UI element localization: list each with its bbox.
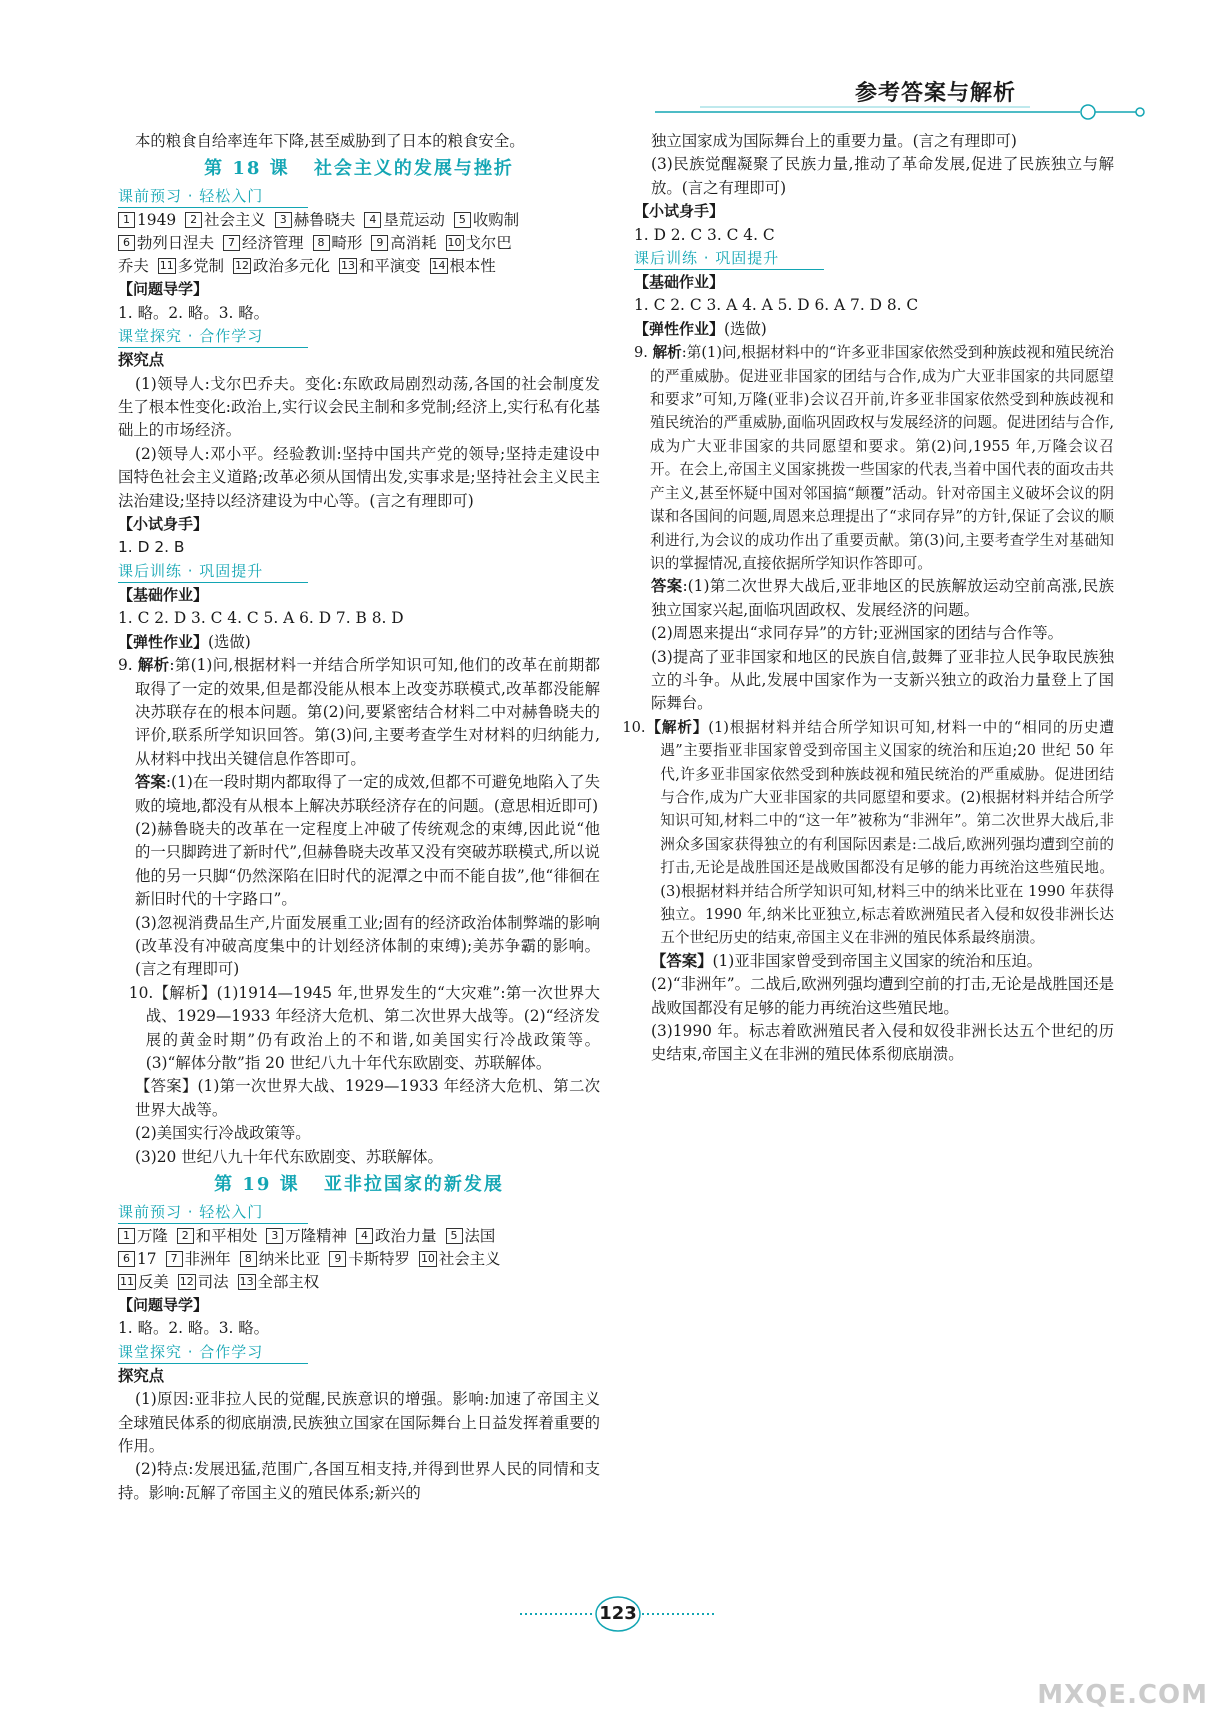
r-q9-answer-1 <box>634 575 1114 622</box>
blank18-item <box>313 234 363 252</box>
tanjiu-answer-2: (2)领导人:邓小平。经验教训:坚持中国共产党的领导;坚持走建设中国特色社会主义道路;改革必须从国情出发,实事求是;坚持社会主义民主法治建设;坚持以经济建设为中心等。(言之有理即可) <box>118 444 600 510</box>
jichu-answers: 1. C 2. D 3. C 4. C 5. A 6. D 7. B 8. D <box>118 609 404 628</box>
blank19-row <box>118 1271 600 1294</box>
blank18-item <box>430 257 496 275</box>
blank-number: 4 <box>364 212 381 228</box>
tanjiu-label-19: 探究点 <box>118 1366 165 1385</box>
r-q9-answer-2: (2)周恩来提出“求同存异”的方针;亚洲国家的团结与合作等。 <box>650 624 1064 643</box>
blank19-item <box>419 1250 501 1268</box>
blank19-row <box>118 1248 600 1271</box>
blank-number: 13 <box>340 259 355 273</box>
q9-analysis-text: :第(1)问,根据材料一并结合所学知识可知,他们的改革在前期都取得了一定的效果,但是都没能从根本上改变苏联模式,改革都没能解决苏联存在的根本问题。第(2)问,要紧密结合材料二中对赫鲁晓夫的评价,联系所学知识回答。第(3)问,主要考查学生对材料的归纳能力,从材料中找出关键信息作答即可。 <box>134 656 600 768</box>
r-after-banner: 课后训练 · 巩固提升 <box>634 248 824 270</box>
q9-answer-label: 答案 <box>134 773 166 792</box>
q10-answer-2: (2)美国实行冷战政策等。 <box>134 1124 311 1143</box>
blank-number: 8 <box>240 1251 257 1267</box>
blank-answer: 乔夫 <box>118 257 149 276</box>
blank-answer: 17 <box>137 1250 157 1269</box>
blank18-item <box>118 257 149 275</box>
r-continued-2: (3)民族觉醒凝聚了民族力量,推动了革命发展,促进了民族独立与解放。(言之有理即可) <box>650 155 1114 197</box>
lesson-18-title <box>118 153 600 185</box>
blank-answer: 反美 <box>138 1273 169 1292</box>
blank-answer: 非洲年 <box>184 1250 231 1269</box>
watermark-logo <box>1030 1630 1220 1714</box>
blank-answer: 政治多元化 <box>252 257 330 276</box>
blank-number: 12 <box>179 1275 194 1289</box>
blank18-item <box>364 211 445 229</box>
blank-number: 10 <box>447 236 462 250</box>
blank-answer: 多党制 <box>177 257 224 276</box>
blank-answer: 全部主权 <box>257 1273 320 1292</box>
r-jichu-answers: 1. C 2. C 3. A 4. A 5. D 6. A 7. D 8. C <box>634 296 919 315</box>
r-xiaoshi-answers: 1. D 2. C 3. C 4. C <box>634 225 775 244</box>
q10-analysis: 10.【解析】(1)1914—1945 年,世界发生的“大灾难”:第一次世界大战、1929—1933 年经济大危机、第二次世界大战等。(2)“经济发展的黄金时期”仍有政治上的不和谐,如美国实行冷战政策等。(3)“解体分散”指 20 世纪八九十年代东欧剧变、苏联解体。 <box>128 983 600 1072</box>
tanxing-label: 【弹性作业】 <box>118 632 209 651</box>
r-q10-answer-2: (2)“非洲年”。二战后,欧洲列强均遭到空前的打击,无论是战胜国还是战败国都没有足够的能力再统治这些殖民地。 <box>650 975 1114 1017</box>
blank-answer: 戈尔巴 <box>465 234 512 253</box>
q9-answer-3: (3)忽视消费品生产,片面发展重工业;固有的经济政治体制弊端的影响(改革没有冲破高度集中的计划经济体制的束缚);美苏争霸的影响。(言之有理即可) <box>134 913 600 979</box>
xiaoshi-answers: 1. D 2. B <box>118 538 185 557</box>
r-q9-answer-3: (3)提高了亚非国家和地区的民族自信,鼓舞了亚非拉人民争取民族独立的斗争。从此,发展中国家作为一支新兴独立的政治力量登上了国际舞台。 <box>650 647 1114 713</box>
lesson-19-number: 第 19 课 <box>214 1174 300 1196</box>
r-jichu-label: 【基础作业】 <box>634 273 725 292</box>
blank-answer: 高消耗 <box>390 234 437 253</box>
lesson-18-name: 社会主义的发展与挫折 <box>313 158 514 180</box>
lesson-19-title <box>118 1169 600 1201</box>
r-continued-1: 独立国家成为国际舞台上的重要力量。(言之有理即可) <box>650 132 1017 150</box>
blank18-item <box>223 234 304 252</box>
blank18-row <box>118 232 600 255</box>
blank-number: 2 <box>177 1228 194 1244</box>
blank-number: 11 <box>120 1275 134 1289</box>
r-q10-analysis: 10.【解析】(1)根据材料并结合所学知识可知,材料一中的“相同的历史遭遇”主要指亚非国家曾受到帝国主义国家的统治和压迫;20 世纪 50 年代,许多亚非国家依然受到种族歧视和殖民统治的严重威胁。促进团结与合作,成为广大亚非国家的共同愿望和要求。(2)根据材料并结合所学知识可知,材料二中的“这一年”被称为“非洲年”。第二次世界大战后,非洲众多国家获得独立的有利国际因素是:二战后,欧洲列强均遭到空前的打击,无论是战胜国还是战败国都没有足够的能力再统治这些殖民地。(3)根据材料并结合所学知识可知,材料三中的纳米比亚在 1990 年获得独立。1990 年,纳米比亚独立,标志着欧洲殖民者入侵和奴役非洲长达五个世纪历史的结束,帝国主义在非洲的殖民体系最终崩溃。 <box>622 718 1114 947</box>
class-banner: 课堂探究 · 合作学习 <box>118 326 308 348</box>
blank-number: 5 <box>446 1228 463 1244</box>
lesson-18-number: 第 18 课 <box>204 158 290 180</box>
blank-answer: 经济管理 <box>241 234 304 253</box>
blank-answer: 畸形 <box>331 234 363 253</box>
blank-number: 6 <box>118 1251 135 1267</box>
q9-analysis-label: 解析 <box>137 656 170 675</box>
preview-banner: 课前预习 · 轻松入门 <box>118 186 308 208</box>
r-tanxing-label: 【弹性作业】 <box>634 319 725 338</box>
blank-number: 11 <box>159 259 174 273</box>
lesson-18-blanks <box>118 209 600 278</box>
r-q9-analysis: 9. 解析:第(1)问,根据材料中的“许多亚非国家依然受到种族歧视和殖民统治的严重威胁。促进亚非国家的团结与合作,成为广大亚非国家的共同愿望和要求”可知,万隆(亚非)会议召开前,许多亚非国家依然受到种族歧视和殖民统治的严重威胁,面临巩固政权与发展经济的问题。促进团结与合作,成为广大亚非国家的共同愿望和要求。第(2)问,1955 年,万隆会议召开。在会上,帝国主义国家挑拨一些国家的代表,当着中国代表的面攻击共产主义,甚至怀疑中国对邻国搞“颠覆”活动。针对帝国主义破坏会议的阴谋和各国间的问题,周恩来总理提出了“求同存异”的方针,保证了会议的顺利进行,为会议的成功作出了重要贡献。第(3)问,主要考查学生对基础知识的掌握情况,直接依据所学知识作答即可。 <box>634 344 1114 572</box>
blank-answer: 社会主义 <box>438 1250 501 1269</box>
q9-answer-1 <box>118 771 600 818</box>
blank18-item <box>339 257 421 275</box>
page-header <box>0 0 1224 130</box>
q9-answer-1-text: :(1)在一段时期内都取得了一定的成效,但都不可避免地陷入了失败的境地,都没有从根本上解决苏联经济存在的问题。(意思相近即可) <box>134 773 600 815</box>
blank-number: 3 <box>275 212 292 228</box>
blank-number: 10 <box>420 1252 435 1266</box>
wenti-label: 【问题导学】 <box>118 280 209 299</box>
blank19-item <box>266 1227 347 1245</box>
blank18-item <box>275 211 356 229</box>
r-q9-answer-label: 答案 <box>650 577 683 596</box>
q9-analysis: 9. 解析:第(1)问,根据材料一并结合所学知识可知,他们的改革在前期都取得了一定的效果,但是都没能从根本上改变苏联模式,改革都没能解决苏联存在的根本问题。第(2)问,要紧密结合材料二中对赫鲁晓夫的评价,联系所学知识回答。第(3)问,主要考查学生对材料的归纳能力,从材料中找出关键信息作答即可。 <box>118 656 600 768</box>
blank-answer: 纳米比亚 <box>258 1250 321 1269</box>
blank-answer: 1949 <box>137 211 177 230</box>
r-q10-answer-1-text: (1)亚非国家曾受到帝国主义国家的统治和压迫。 <box>712 951 1043 970</box>
blank-number: 2 <box>185 212 202 228</box>
tanjiu-19-answer-1: (1)原因:亚非拉人民的觉醒,民族意识的增强。影响:加速了帝国主义全球殖民体系的彻底崩溃,民族独立国家在国际舞台上日益发挥着重要的作用。 <box>118 1390 601 1456</box>
blank19-item <box>118 1273 169 1291</box>
blank-number: 8 <box>313 235 330 251</box>
blank19-item <box>240 1250 321 1268</box>
r-q9-analysis-label: 解析 <box>652 344 682 362</box>
header-decoration <box>0 0 1224 130</box>
after-banner: 课后训练 · 巩固提升 <box>118 561 308 583</box>
blank19-item <box>118 1250 157 1268</box>
r-q10-analysis-text: (1)根据材料并结合所学知识可知,材料一中的“相同的历史遭遇”主要指亚非国家曾受到帝国主义国家的统治和压迫;20 世纪 50 年代,许多亚非国家依然受到种族歧视和殖民统治的严重威胁。促进团结与合作,成为广大亚非国家的共同愿望和要求。(2)根据材料并结合所学知识可知,材料二中的“这一年”被称为“非洲年”。第二次世界大战后,非洲众多国家获得独立的有利国际因素是:二战后,欧洲列强均遭到空前的打击,无论是战胜国还是战败国都没有足够的能力再统治这些殖民地。(3)根据材料并结合所学知识可知,材料三中的纳米比亚在 1990 年获得独立。1990 年,纳米比亚独立,标志着欧洲殖民者入侵和奴役非洲长达五个世纪历史的结束,帝国主义在非洲的殖民体系最终崩溃。 <box>660 718 1114 947</box>
left-column <box>118 130 600 1505</box>
blank-number: 7 <box>223 235 240 251</box>
blank-number: 12 <box>234 259 249 273</box>
q10-answer-1: 【答案】(1)第一次世界大战、1929—1933 年经济大危机、第二次世界大战等。 <box>134 1077 600 1119</box>
blank-number: 9 <box>371 235 388 251</box>
blank19-item <box>118 1227 168 1245</box>
blank-number: 14 <box>431 259 446 273</box>
blank19-item <box>238 1273 320 1291</box>
r-q9-answer-1-text: :(1)第二次世界大战后,亚非地区的民族解放运动空前高涨,民族独立国家兴起,面临巩固政权、发展经济的问题。 <box>650 577 1114 619</box>
page-number: 123 <box>599 1603 637 1624</box>
header-title: 参考答案与解析 <box>854 81 1016 106</box>
blank-number: 13 <box>239 1275 254 1289</box>
blank18-row <box>118 255 600 278</box>
tanjiu-label: 探究点 <box>118 351 165 370</box>
lesson-19-name: 亚非拉国家的新发展 <box>323 1174 504 1196</box>
tanjiu-19-answer-2: (2)特点:发展迅猛,范围广,各国互相支持,并得到世界人民的同情和支持。影响:瓦解了帝国主义的殖民体系;新兴的 <box>118 1460 600 1502</box>
blank-answer: 根本性 <box>449 257 496 276</box>
xiaoshi-label: 【小试身手】 <box>118 515 209 534</box>
r-xiaoshi-label: 【小试身手】 <box>634 202 725 221</box>
blank-number: 3 <box>266 1228 283 1244</box>
blank18-row <box>118 209 600 232</box>
blank-number: 4 <box>356 1228 373 1244</box>
blank19-item <box>177 1227 258 1245</box>
blank-answer: 勃列日涅夫 <box>137 234 214 253</box>
blank-answer: 赫鲁晓夫 <box>293 211 356 230</box>
blank-answer: 和平相处 <box>195 1227 258 1246</box>
watermark-text: MXQE.COM <box>1037 1680 1208 1710</box>
tanxing-note: (选做) <box>208 632 251 651</box>
blank19-item <box>329 1250 410 1268</box>
blank-number: 6 <box>118 235 135 251</box>
wenti-answers: 1. 略。2. 略。3. 略。 <box>118 303 270 322</box>
r-q10-answer-3: (3)1990 年。标志着欧洲殖民者入侵和奴役非洲长达五个世纪的历史结束,帝国主义在非洲的殖民体系彻底崩溃。 <box>650 1022 1114 1064</box>
blank-number: 7 <box>166 1251 183 1267</box>
preview-banner-19: 课前预习 · 轻松入门 <box>118 1202 308 1224</box>
lesson-19-blanks <box>118 1225 600 1294</box>
blank-answer: 收购制 <box>472 211 520 230</box>
jichu-label: 【基础作业】 <box>118 585 209 604</box>
blank-answer: 司法 <box>197 1273 229 1292</box>
blank18-item <box>158 257 224 275</box>
r-q10-answer-1: 【答案】(1)亚非国家曾受到帝国主义国家的统治和压迫。 <box>650 951 1043 970</box>
blank18-item <box>118 211 176 229</box>
wenti-label-19: 【问题导学】 <box>118 1296 209 1315</box>
class-banner-19: 课堂探究 · 合作学习 <box>118 1342 308 1364</box>
blank19-item <box>178 1273 229 1291</box>
blank-answer: 和平演变 <box>358 257 421 276</box>
blank-answer: 政治力量 <box>374 1227 437 1246</box>
blank-number: 5 <box>454 212 471 228</box>
blank-number: 9 <box>329 1251 346 1267</box>
r-q9-analysis-text: :第(1)问,根据材料中的“许多亚非国家依然受到种族歧视和殖民统治的严重威胁。促进亚非国家的团结与合作,成为广大亚非国家的共同愿望和要求”可知,万隆(亚非)会议召开前,许多亚非国家依然受到种族歧视和殖民统治的严重威胁,面临巩固政权与发展经济的问题。促进团结与合作,成为广大亚非国家的共同愿望和要求。第(2)问,1955 年,万隆会议召开。在会上,帝国主义国家挑拨一些国家的代表,当着中国代表的面攻击共产主义,甚至怀疑中国对邻国搞“颠覆”活动。针对帝国主义破坏会议的阴谋和各国间的问题,周恩来总理提出了“求同存异”的方针,保证了会议的顺利进行,为会议的成功作出了重要贡献。第(3)问,主要考查学生对基础知识的掌握情况,直接依据所学知识作答即可。 <box>650 344 1114 572</box>
blank-number: 1 <box>118 212 135 228</box>
blank19-item <box>446 1227 496 1245</box>
intro-text: 本的粮食自给率连年下降,甚至威胁到了日本的粮食安全。 <box>134 132 525 150</box>
blank18-item <box>371 234 436 252</box>
blank-answer: 万隆精神 <box>285 1227 347 1246</box>
q10-answer-3: (3)20 世纪八九十年代东欧剧变、苏联解体。 <box>134 1147 443 1166</box>
blank-answer: 法国 <box>464 1227 496 1246</box>
tanjiu-answer-1: (1)领导人:戈尔巴乔夫。变化:东欧政局剧烈动荡,各国的社会制度发生了根本性变化:政治上,实行议会民主制和多党制;经济上,实行私有化基础上的市场经济。 <box>118 374 600 440</box>
blank-answer: 卡斯特罗 <box>348 1250 410 1269</box>
blank19-row <box>118 1225 600 1248</box>
blank-number: 1 <box>118 1228 135 1244</box>
blank-answer: 万隆 <box>137 1227 168 1246</box>
blank-answer: 社会主义 <box>204 211 266 230</box>
blank18-item <box>454 211 519 229</box>
blank18-item <box>446 234 512 252</box>
blank19-item <box>356 1227 437 1245</box>
blank18-item <box>118 234 214 252</box>
blank18-item <box>233 257 330 275</box>
r-tanxing-note: (选做) <box>724 319 767 338</box>
wenti-answers-19: 1. 略。2. 略。3. 略。 <box>118 1319 270 1338</box>
q9-answer-2: (2)赫鲁晓夫的改革在一定程度上冲破了传统观念的束缚,因此说“他的一只脚跨进了新时代”,但赫鲁晓夫改革又没有突破苏联模式,所以说他的另一只脚“仍然深陷在旧时代的泥潭之中而不能自拔”,他“徘徊在新旧时代的十字路口”。 <box>134 819 600 909</box>
blank-answer: 垦荒运动 <box>383 211 445 230</box>
blank19-item <box>166 1250 231 1268</box>
right-column <box>622 130 1114 1067</box>
blank18-item <box>185 211 266 229</box>
